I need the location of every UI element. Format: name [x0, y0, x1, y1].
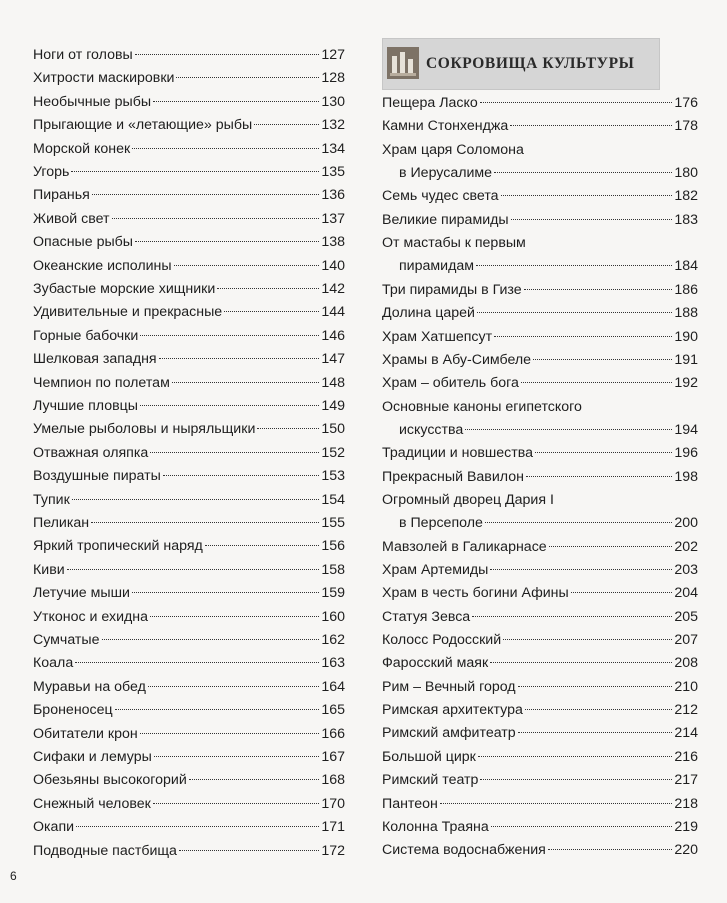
- toc-entry-page: 163: [321, 655, 345, 672]
- dot-leader: [518, 686, 673, 687]
- toc-entry-page: 214: [674, 725, 698, 742]
- toc-entry[interactable]: [33, 675, 345, 699]
- dot-leader: [176, 77, 319, 78]
- toc-entry[interactable]: [33, 792, 345, 816]
- toc-entry-title: Муравьи на обед: [33, 678, 146, 695]
- toc-entry-page: 164: [321, 678, 345, 695]
- toc-entry[interactable]: [382, 348, 698, 372]
- toc-entry-title: Снежный человек: [33, 795, 151, 812]
- toc-entry[interactable]: [33, 581, 345, 605]
- toc-entry[interactable]: [382, 91, 698, 115]
- toc-entry-page: 162: [321, 632, 345, 648]
- toc-entry[interactable]: [33, 488, 345, 512]
- section-title: СОКРОВИЩА КУЛЬТУРЫ: [426, 55, 635, 72]
- toc-entry-title: Пиранья: [33, 187, 90, 204]
- toc-entry-page: 160: [321, 608, 345, 625]
- dot-leader: [494, 336, 672, 337]
- toc-entry-title: Прекрасный Вавилон: [382, 468, 524, 485]
- toc-entry[interactable]: [382, 605, 698, 629]
- dot-leader: [465, 429, 672, 430]
- dot-leader: [490, 662, 672, 663]
- toc-entry-title: Система водоснабжения: [382, 842, 546, 859]
- toc-entry-title: Мавзолей в Галикарнасе: [382, 538, 547, 555]
- dot-leader: [472, 616, 672, 617]
- page-number: 6: [10, 869, 17, 883]
- dot-leader: [71, 171, 319, 172]
- toc-entry-title: Семь чудес света: [382, 188, 499, 205]
- toc-entry-page: 218: [674, 795, 698, 812]
- dot-leader: [511, 219, 673, 220]
- toc-entry-page: 194: [674, 421, 698, 438]
- dot-leader: [154, 756, 320, 757]
- toc-entry-page: 212: [674, 702, 698, 719]
- toc-entry[interactable]: [382, 488, 698, 531]
- toc-entry[interactable]: [33, 137, 345, 161]
- toc-entry-title: в Иерусалиме: [399, 164, 493, 181]
- toc-entry-page: 216: [674, 748, 698, 765]
- dot-leader: [254, 124, 319, 125]
- toc-entry[interactable]: [33, 394, 345, 418]
- toc-entry-title: Опасные рыбы: [33, 234, 133, 251]
- toc-entry-page: 217: [674, 772, 698, 789]
- toc-entry[interactable]: [382, 651, 698, 675]
- toc-entry[interactable]: [382, 628, 698, 652]
- dot-leader: [172, 382, 319, 383]
- toc-entry[interactable]: [33, 815, 345, 839]
- toc-entry[interactable]: [382, 792, 698, 816]
- toc-entry-title: От мастабы к первым: [382, 235, 526, 252]
- toc-entry[interactable]: [382, 371, 698, 395]
- toc-entry-title: Основные каноны египетского: [382, 398, 582, 415]
- dot-leader: [67, 569, 320, 570]
- toc-entry-title: Подводные пастбища: [33, 842, 177, 859]
- toc-entry[interactable]: [382, 698, 698, 722]
- toc-entry-page: 156: [321, 538, 345, 555]
- toc-entry-title: Традиции и новшества: [382, 445, 534, 462]
- dot-leader: [480, 102, 673, 103]
- toc-entry-page: 159: [321, 585, 345, 602]
- toc-entry-page: 142: [321, 281, 345, 297]
- toc-entry[interactable]: [33, 183, 345, 207]
- toc-entry[interactable]: [33, 698, 345, 722]
- dot-leader: [257, 428, 319, 429]
- toc-entry[interactable]: [33, 839, 345, 863]
- toc-entry-page: 191: [674, 351, 698, 368]
- toc-entry[interactable]: [33, 511, 345, 535]
- toc-entry-page: 155: [321, 515, 345, 531]
- toc-entry[interactable]: [33, 417, 345, 441]
- toc-entry[interactable]: [33, 324, 345, 348]
- toc-entry-title: Римский амфитеатр: [382, 725, 516, 742]
- toc-entry-page: 149: [321, 398, 345, 414]
- toc-entry-title: Воздушные пираты: [33, 468, 161, 485]
- dot-leader: [76, 826, 319, 827]
- toc-entry[interactable]: [382, 138, 698, 181]
- dot-leader: [518, 732, 673, 733]
- toc-entry[interactable]: [382, 301, 698, 325]
- toc-entry[interactable]: [33, 768, 345, 792]
- toc-entry-page: 134: [321, 140, 345, 157]
- dot-leader: [150, 452, 319, 453]
- toc-entry-title: Чемпион по полетам: [33, 374, 170, 391]
- dot-leader: [549, 546, 673, 547]
- toc-entry[interactable]: [382, 815, 698, 839]
- toc-entry-title: Колосс Родосский: [382, 632, 502, 649]
- toc-entry-title: Статуя Зевса: [382, 608, 471, 625]
- toc-entry-page: 153: [321, 468, 345, 485]
- toc-entry[interactable]: [33, 90, 345, 114]
- toc-entry-title: Храм в честь богини Афины: [382, 585, 569, 602]
- toc-entry-page: 171: [321, 819, 345, 836]
- dot-leader: [548, 849, 673, 850]
- toc-entry[interactable]: [382, 441, 698, 465]
- toc-entry[interactable]: [33, 722, 345, 746]
- dot-leader: [102, 639, 320, 640]
- toc-entry-title: Храмы в Абу-Симбеле: [382, 351, 532, 368]
- dot-leader: [491, 826, 673, 827]
- toc-entry-title: Обитатели крон: [33, 725, 138, 742]
- dot-leader: [524, 289, 673, 290]
- toc-entry[interactable]: [33, 43, 345, 67]
- toc-entry-page: 172: [321, 842, 345, 859]
- toc-entry-title: Прыгающие и «летающие» рыбы: [33, 117, 253, 134]
- toc-entry-page: 144: [321, 304, 345, 321]
- toc-entry-title: Пещера Ласко: [382, 95, 478, 111]
- dot-leader: [525, 709, 672, 710]
- toc-entry-title: Необычные рыбы: [33, 93, 152, 110]
- toc-entry[interactable]: [382, 745, 698, 769]
- toc-entry-title: Умелые рыболовы и ныряльщики: [33, 421, 256, 438]
- toc-entry-page: 152: [321, 444, 345, 461]
- toc-entry-title: Колонна Траяна: [382, 818, 489, 835]
- toc-entry-page: 128: [321, 70, 345, 87]
- dot-leader: [503, 639, 672, 640]
- toc-entry-title: Сифаки и лемуры: [33, 749, 152, 765]
- toc-entry-title: Горные бабочки: [33, 327, 139, 344]
- toc-entry-page: 196: [674, 445, 698, 462]
- dot-leader: [140, 733, 320, 734]
- toc-entry-page: 207: [674, 632, 698, 649]
- toc-entry-title: Яркий тропический наряд: [33, 538, 203, 555]
- toc-entry-title: Отважная оляпка: [33, 444, 149, 461]
- toc-entry-page: 190: [674, 328, 698, 345]
- dot-leader: [174, 265, 320, 266]
- dot-leader: [132, 592, 319, 593]
- dot-leader: [205, 545, 320, 546]
- toc-entry-title: Три пирамиды в Гизе: [382, 281, 522, 298]
- toc-entry[interactable]: [382, 535, 698, 559]
- dot-leader: [72, 499, 320, 500]
- toc-entry[interactable]: [33, 300, 345, 324]
- toc-entry-title: Камни Стонхенджа: [382, 118, 509, 135]
- dot-leader: [494, 172, 672, 173]
- toc-entry-page: 178: [674, 118, 698, 135]
- toc-entry[interactable]: [382, 395, 698, 438]
- toc-entry[interactable]: [382, 231, 698, 275]
- toc-entry-title: Тупик: [33, 491, 70, 508]
- toc-entry-page: 132: [321, 117, 345, 134]
- dot-leader: [115, 709, 320, 710]
- toc-entry-page: 219: [674, 818, 698, 835]
- pillars-icon: [387, 47, 419, 79]
- toc-entry-page: 146: [321, 327, 345, 344]
- toc-entry-title: Живой свет: [33, 210, 110, 227]
- toc-entry-title: Окапи: [33, 819, 75, 836]
- toc-entry-title: Удивительные и прекрасные: [33, 304, 223, 321]
- toc-entry[interactable]: [33, 207, 345, 231]
- toc-entry-page: 150: [321, 421, 345, 438]
- toc-entry-page: 210: [674, 678, 698, 695]
- toc-entry-page: 198: [674, 468, 698, 485]
- toc-entry[interactable]: [33, 605, 345, 629]
- dot-leader: [150, 616, 319, 617]
- toc-entry[interactable]: [33, 254, 345, 278]
- dot-leader: [535, 452, 672, 453]
- toc-entry-title: Великие пирамиды: [382, 211, 509, 228]
- dot-leader: [440, 803, 672, 804]
- toc-entry[interactable]: [382, 325, 698, 349]
- toc-entry-page: 204: [674, 585, 698, 602]
- toc-entry-page: 167: [321, 749, 345, 765]
- dot-leader: [153, 101, 319, 102]
- toc-entry-page: 188: [674, 305, 698, 322]
- toc-entry[interactable]: [33, 464, 345, 488]
- toc-entry-title: Сумчатые: [33, 632, 100, 648]
- toc-entry[interactable]: [33, 558, 345, 582]
- toc-entry-title: Храм царя Соломона: [382, 141, 524, 158]
- toc-entry[interactable]: [33, 745, 345, 769]
- toc-entry-page: 136: [321, 187, 345, 204]
- toc-entry-page: 166: [321, 725, 345, 742]
- toc-entry[interactable]: [382, 581, 698, 605]
- dot-leader: [112, 218, 320, 219]
- dot-leader: [140, 335, 319, 336]
- toc-entry-title: Огромный дворец Дария I: [382, 491, 554, 508]
- toc-entry[interactable]: [33, 230, 345, 254]
- toc-entry-title: Пантеон: [382, 795, 438, 812]
- dot-leader: [571, 592, 673, 593]
- toc-entry-page: 183: [674, 211, 698, 228]
- toc-entry[interactable]: [33, 160, 345, 184]
- toc-entry-page: 158: [321, 561, 345, 578]
- dot-leader: [521, 382, 672, 383]
- toc-entry-title: в Персеполе: [399, 514, 483, 531]
- dot-leader: [476, 265, 672, 266]
- toc-entry[interactable]: [33, 113, 345, 137]
- toc-entry-title: Морской конек: [33, 140, 131, 157]
- toc-entry[interactable]: [382, 721, 698, 745]
- dot-leader: [510, 125, 672, 126]
- toc-entry-page: 130: [321, 93, 345, 110]
- toc-entry[interactable]: [382, 184, 698, 208]
- dot-leader: [224, 311, 319, 312]
- toc-entry[interactable]: [382, 114, 698, 138]
- toc-entry-title: Храм – обитель бога: [382, 375, 519, 392]
- toc-entry-title: Хитрости маскировки: [33, 70, 175, 87]
- toc-entry[interactable]: [33, 628, 345, 652]
- toc-entry[interactable]: [382, 768, 698, 792]
- toc-entry-page: 127: [321, 47, 345, 63]
- toc-entry-page: 202: [674, 538, 698, 555]
- toc-entry-page: 184: [674, 258, 698, 275]
- toc-entry-page: 208: [674, 655, 698, 672]
- toc-entry-page: 200: [674, 514, 698, 531]
- dot-leader: [148, 686, 319, 687]
- toc-entry-page: 137: [321, 210, 345, 227]
- toc-entry-title: Киви: [33, 561, 65, 578]
- toc-entry-title: Броненосец: [33, 702, 113, 719]
- toc-entry-title: Шелковая западня: [33, 351, 157, 368]
- dot-leader: [189, 779, 320, 780]
- dot-leader: [478, 756, 672, 757]
- dot-leader: [217, 288, 319, 289]
- toc-entry-title: Римская архитектура: [382, 702, 523, 719]
- toc-entry-title: Римский театр: [382, 772, 479, 789]
- toc-entry-title: Храм Артемиды: [382, 562, 489, 578]
- toc-entry[interactable]: [382, 208, 698, 232]
- dot-leader: [501, 195, 673, 196]
- dot-leader: [480, 779, 672, 780]
- toc-entry-title: Большой цирк: [382, 748, 476, 765]
- toc-entry-title: Коала: [33, 655, 74, 672]
- toc-entry-title: Фаросский маяк: [382, 655, 489, 672]
- toc-entry[interactable]: [33, 371, 345, 395]
- dot-leader: [140, 405, 319, 406]
- dot-leader: [159, 358, 320, 359]
- toc-entry-page: 192: [674, 375, 698, 392]
- toc-entry-title: Лучшие пловцы: [33, 398, 138, 414]
- dot-leader: [132, 148, 319, 149]
- toc-entry-page: 220: [674, 842, 698, 859]
- toc-entry-page: 203: [674, 562, 698, 578]
- toc-entry[interactable]: [382, 278, 698, 302]
- toc-entry-title: пирамидам: [399, 258, 474, 275]
- toc-entry[interactable]: [33, 66, 345, 90]
- dot-leader: [526, 476, 672, 477]
- toc-entry[interactable]: [33, 277, 345, 301]
- toc-entry-title: Рим – Вечный город: [382, 678, 516, 695]
- toc-entry-title: Угорь: [33, 164, 70, 180]
- toc-entry-page: 168: [321, 772, 345, 789]
- toc-entry-title: Океанские исполины: [33, 257, 172, 274]
- toc-entry[interactable]: [382, 465, 698, 489]
- toc-entry-page: 180: [674, 164, 698, 181]
- toc-entry[interactable]: [382, 838, 698, 862]
- toc-entry-page: 148: [321, 374, 345, 391]
- toc-entry-title: Обезьяны высокогорий: [33, 772, 187, 789]
- dot-leader: [135, 241, 319, 242]
- toc-entry[interactable]: [382, 675, 698, 699]
- toc-entry-page: 154: [321, 491, 345, 508]
- toc-entry-page: 182: [674, 188, 698, 205]
- toc-entry[interactable]: [382, 558, 698, 582]
- toc-entry-title: Ноги от головы: [33, 47, 133, 63]
- toc-entry-page: 205: [674, 608, 698, 625]
- toc-entry[interactable]: [33, 347, 345, 371]
- toc-entry[interactable]: [33, 651, 345, 675]
- dot-leader: [75, 662, 319, 663]
- toc-entry-page: 186: [674, 281, 698, 298]
- toc-entry-title: Храм Хатшепсут: [382, 328, 493, 345]
- toc-entry-title: Зубастые морские хищники: [33, 281, 216, 297]
- toc-entry-title: Утконос и ехидна: [33, 608, 148, 625]
- toc-entry-title: Пеликан: [33, 515, 90, 531]
- toc-entry-page: 165: [321, 702, 345, 719]
- dot-leader: [163, 475, 320, 476]
- dot-leader: [135, 54, 320, 55]
- dot-leader: [91, 522, 319, 523]
- toc-entry-page: 170: [321, 795, 345, 812]
- section-header: [382, 38, 660, 90]
- dot-leader: [153, 803, 320, 804]
- toc-entry-page: 140: [321, 257, 345, 274]
- dot-leader: [92, 194, 320, 195]
- dot-leader: [490, 569, 672, 570]
- dot-leader: [533, 359, 672, 360]
- toc-entry-page: 147: [321, 351, 345, 368]
- toc-entry-title: Летучие мыши: [33, 585, 130, 602]
- toc-entry-title: искусства: [399, 421, 464, 438]
- toc-entry-page: 138: [321, 234, 345, 251]
- dot-leader: [485, 522, 672, 523]
- toc-entry-page: 135: [321, 164, 345, 180]
- toc-entry[interactable]: [33, 441, 345, 465]
- toc-entry-page: 176: [674, 95, 698, 111]
- dot-leader: [179, 850, 319, 851]
- toc-entry[interactable]: [33, 534, 345, 558]
- dot-leader: [477, 312, 672, 313]
- toc-entry-title: Долина царей: [382, 305, 475, 322]
